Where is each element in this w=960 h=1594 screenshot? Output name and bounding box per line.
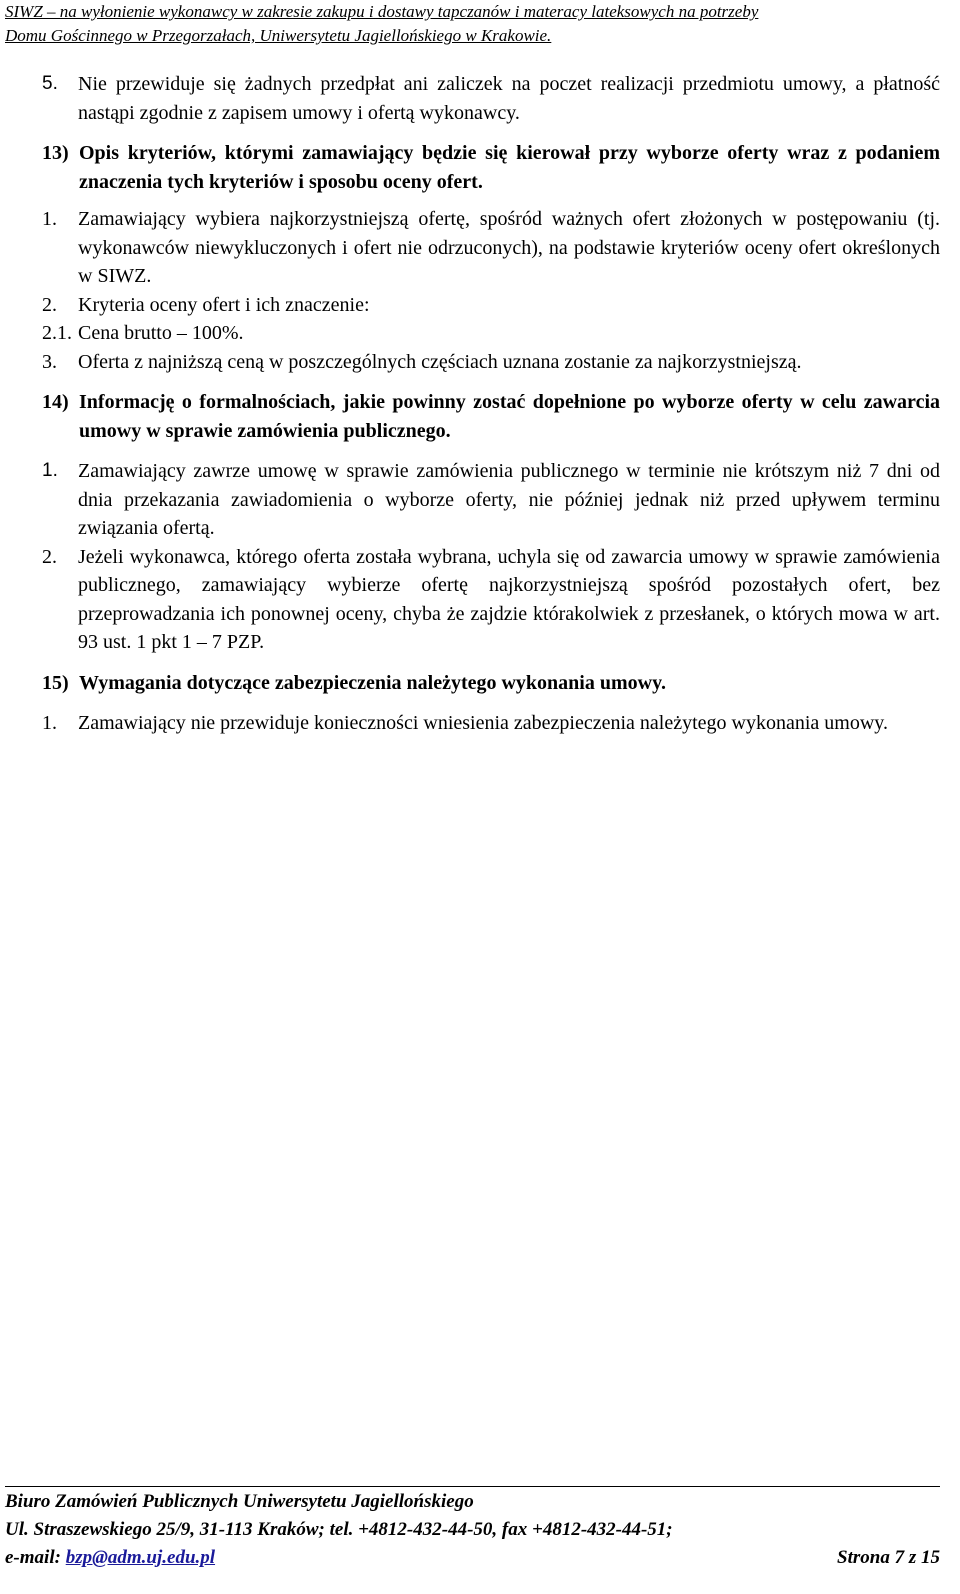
footer-contact	[5, 1544, 215, 1572]
section-13-heading	[42, 139, 940, 196]
footer-line-3	[5, 1544, 940, 1572]
list-item-number: 2.	[42, 545, 57, 568]
section-14-heading	[42, 388, 940, 445]
list-item	[42, 457, 940, 543]
list-item	[42, 543, 940, 657]
page-footer	[5, 1488, 940, 1572]
section-title: Wymagania dotyczące zabezpieczenia należytego wykonania umowy.	[79, 671, 666, 694]
list-item-text: Zamawiający wybiera najkorzystniejszą ofertę, spośród ważnych ofert złożonych w postępowaniu (tj. wykonawców niewykluczonych i ofert nie odrzuconych), na podstawie kryteriów oceny ofert określonych w SIWZ.	[78, 208, 940, 287]
footer-line-1: Biuro Zamówień Publicznych Uniwersytetu Jagiellońskiego	[5, 1491, 474, 1512]
paragraph-number: 5.	[42, 73, 58, 94]
list-item	[42, 319, 940, 348]
list-item-number: 1.	[42, 460, 58, 481]
list-item-text: Oferta z najniższą ceną w poszczególnych częściach uznana zostanie za najkorzystniejszą.	[78, 350, 802, 373]
section-number: 14)	[42, 391, 69, 413]
list-item-text: Kryteria oceny ofert i ich znaczenie:	[78, 293, 370, 316]
section-number: 13)	[42, 142, 69, 164]
header-line-2: Domu Gościnnego w Przegorzałach, Uniwersytetu Jagiellońskiego w Krakowie.	[5, 26, 552, 45]
section-title: Informację o formalnościach, jakie powinny zostać dopełnione po wyborze oferty w celu zawarcia umowy w sprawie zamówienia publicznego.	[79, 391, 940, 442]
list-item	[42, 348, 940, 377]
document-body	[42, 70, 940, 738]
email-link[interactable]: bzp@adm.uj.edu.pl	[65, 1547, 216, 1568]
footer-line-2: Ul. Straszewskiego 25/9, 31-113 Kraków; tel. +4812-432-44-50, fax +4812-432-44-51;	[5, 1519, 673, 1540]
email-label: e-mail:	[5, 1547, 66, 1568]
list-item-number: 1.	[42, 712, 57, 734]
page-header	[5, 0, 955, 48]
list-item	[42, 709, 940, 738]
list-item-number: 3.	[42, 350, 57, 373]
section-15-items	[42, 709, 940, 738]
list-item	[42, 291, 940, 320]
section-title: Opis kryteriów, którymi zamawiający będzie się kierował przy wyborze oferty wraz z podaniem znaczenia tych kryteriów i sposobu oceny ofert.	[79, 142, 940, 193]
paragraph-5	[42, 70, 940, 127]
list-item-text: Zamawiający zawrze umowę w sprawie zamówienia publicznego w terminie nie krótszym niż 7 dni od dnia przekazania zawiadomienia o wyborze oferty, nie później jednak niż przed upływem terminu związania ofertą.	[78, 460, 940, 539]
list-item	[42, 205, 940, 291]
page-number: Strona 7 z 15	[837, 1547, 940, 1568]
list-item-number: 2.1.	[42, 322, 72, 344]
paragraph-text: Nie przewiduje się żadnych przedpłat ani zaliczek na poczet realizacji przedmiotu umowy, a płatność nastąpi zgodnie z zapisem umowy i ofertą wykonawcy.	[78, 73, 940, 124]
list-item-number: 2.	[42, 293, 57, 316]
section-number: 15)	[42, 671, 69, 694]
section-14-items	[42, 457, 940, 657]
list-item-text: Cena brutto – 100%.	[78, 322, 244, 344]
list-item-text: Jeżeli wykonawca, którego oferta została wybrana, uchyla się od zawarcia umowy w sprawie zamówienia publicznego, zamawiający wybierze ofertę najkorzystniejszą spośród pozostałych ofert, bez przeprowadzania ich ponownej oceny, chyba że zajdzie którakolwiek z przesłanek, o których mowa w art. 93 ust. 1 pkt 1 – 7 PZP.	[78, 545, 940, 653]
section-15-heading	[42, 669, 940, 698]
list-item-text: Zamawiający nie przewiduje konieczności wniesienia zabezpieczenia należytego wykonania umowy.	[78, 712, 889, 734]
list-item-number: 1.	[42, 208, 57, 230]
header-line-1: SIWZ – na wyłonienie wykonawcy w zakresie zakupu i dostawy tapczanów i materacy lateksowych na potrzeby	[5, 2, 759, 21]
section-13-items	[42, 205, 940, 376]
footer-divider	[5, 1486, 940, 1487]
